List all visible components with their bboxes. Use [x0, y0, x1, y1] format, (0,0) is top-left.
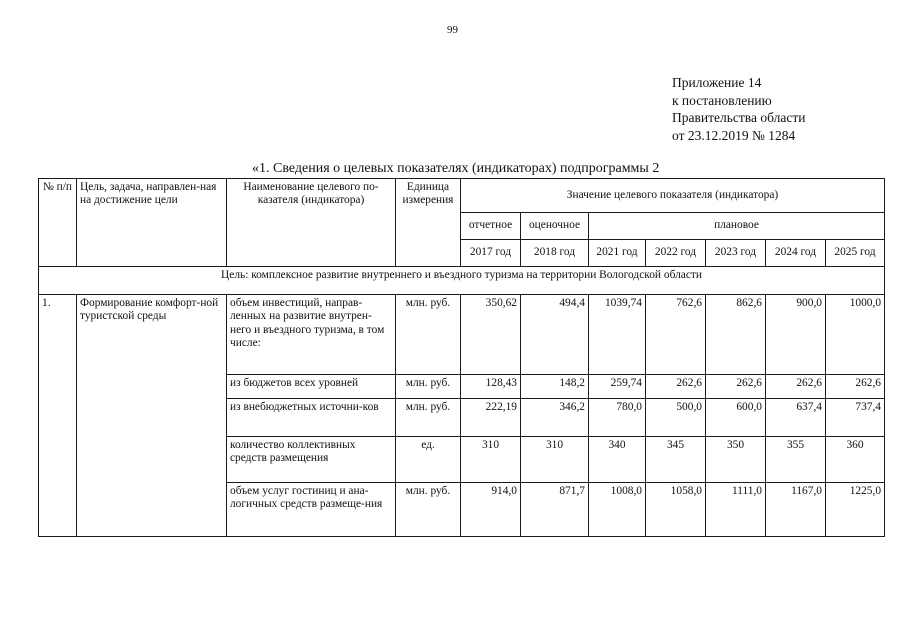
value-cell: 1008,0: [589, 483, 646, 537]
task-number: 1.: [39, 295, 77, 537]
value-cell: 1000,0: [826, 295, 885, 375]
value-cell: 259,74: [589, 375, 646, 399]
value-cell: 222,19: [461, 399, 521, 437]
value-cell: 360: [826, 437, 885, 483]
value-cell: 737,4: [826, 399, 885, 437]
value-cell: 310: [521, 437, 589, 483]
value-cell: 340: [589, 437, 646, 483]
value-cell: 355: [766, 437, 826, 483]
header-indicator: Наименование целевого по-казателя (индикатора): [227, 179, 396, 267]
value-cell: 780,0: [589, 399, 646, 437]
value-cell: 350: [706, 437, 766, 483]
value-cell: 128,43: [461, 375, 521, 399]
appendix-line: Приложение 14: [672, 75, 762, 90]
header-unit: Единица измерения: [396, 179, 461, 267]
value-cell: 262,6: [826, 375, 885, 399]
appendix-line: Правительства области: [672, 110, 806, 125]
value-cell: 500,0: [646, 399, 706, 437]
header-year: 2023 год: [706, 240, 766, 267]
value-cell: 1167,0: [766, 483, 826, 537]
value-cell: 350,62: [461, 295, 521, 375]
value-cell: 862,6: [706, 295, 766, 375]
value-cell: 494,4: [521, 295, 589, 375]
value-cell: 346,2: [521, 399, 589, 437]
header-year: 2024 год: [766, 240, 826, 267]
value-cell: 1225,0: [826, 483, 885, 537]
indicator-name: объем инвестиций, направ-ленных на развитие внутрен-него и въездного туризма, в том числе:: [227, 295, 396, 375]
table-row: [39, 295, 885, 375]
indicator-unit: млн. руб.: [396, 375, 461, 399]
section-title: «1. Сведения о целевых показателях (индикаторах) подпрограммы 2: [252, 161, 660, 176]
value-cell: 262,6: [766, 375, 826, 399]
appendix-line: от 23.12.2019 № 1284: [672, 127, 796, 143]
value-cell: 1058,0: [646, 483, 706, 537]
value-cell: 1111,0: [706, 483, 766, 537]
indicator-unit: млн. руб.: [396, 399, 461, 437]
indicators-table: [38, 178, 885, 537]
page-number: 99: [447, 24, 458, 36]
header-year: 2022 год: [646, 240, 706, 267]
indicator-unit: млн. руб.: [396, 483, 461, 537]
header-year: 2017 год: [461, 240, 521, 267]
goal-row: Цель: комплексное развитие внутреннего и въездного туризма на территории Вологодской области: [39, 267, 885, 295]
value-cell: 762,6: [646, 295, 706, 375]
header-year: 2018 год: [521, 240, 589, 267]
value-cell: 1039,74: [589, 295, 646, 375]
task-name: Формирование комфорт-ной туристской среды: [77, 295, 227, 537]
header-goal: Цель, задача, направлен-ная на достижение цели: [77, 179, 227, 267]
value-cell: 262,6: [706, 375, 766, 399]
appendix-line: к постановлению: [672, 92, 772, 108]
header-reported: отчетное: [461, 213, 521, 240]
value-cell: 345: [646, 437, 706, 483]
value-cell: 914,0: [461, 483, 521, 537]
value-cell: 900,0: [766, 295, 826, 375]
value-cell: 871,7: [521, 483, 589, 537]
value-cell: 310: [461, 437, 521, 483]
header-year: 2025 год: [826, 240, 885, 267]
indicator-name: из внебюджетных источни-ков: [227, 399, 396, 437]
value-cell: 148,2: [521, 375, 589, 399]
value-cell: 262,6: [646, 375, 706, 399]
header-num: № п/п: [39, 179, 77, 267]
indicator-unit: млн. руб.: [396, 295, 461, 375]
indicator-name: объем услуг гостиниц и ана-логичных средств размеще-ния: [227, 483, 396, 537]
header-planned: плановое: [589, 213, 885, 240]
indicator-name: из бюджетов всех уровней: [227, 375, 396, 399]
indicator-unit: ед.: [396, 437, 461, 483]
value-cell: 600,0: [706, 399, 766, 437]
header-value-group: Значение целевого показателя (индикатора): [461, 179, 885, 213]
appendix-block: [672, 74, 805, 144]
indicator-name: количество коллективных средств размещения: [227, 437, 396, 483]
header-estimated: оценочное: [521, 213, 589, 240]
header-year: 2021 год: [589, 240, 646, 267]
value-cell: 637,4: [766, 399, 826, 437]
